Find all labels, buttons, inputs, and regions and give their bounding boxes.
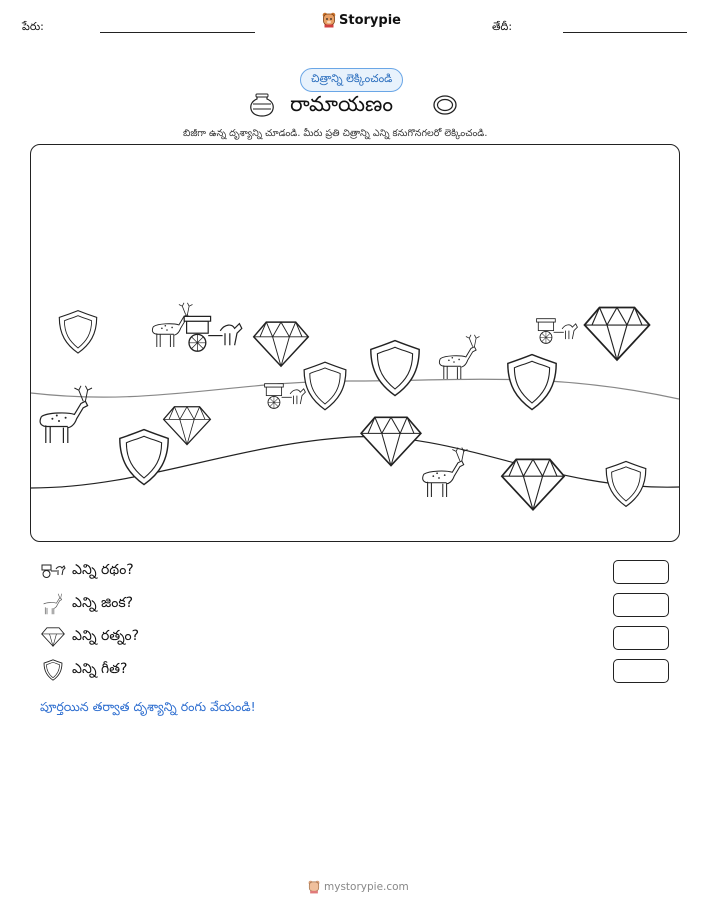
ring-icon	[432, 94, 458, 116]
question-row	[40, 626, 139, 648]
deer-answer-box[interactable]	[613, 593, 669, 617]
gem-icon	[254, 322, 309, 366]
bear-icon	[322, 12, 336, 28]
gem-icon	[585, 308, 650, 361]
gem-answer-box[interactable]	[613, 626, 669, 650]
shield-icon	[304, 362, 346, 410]
page-title: రామాయణం	[290, 92, 393, 116]
chariot-icon	[537, 319, 578, 344]
question-text: ఎన్ని రథం?	[72, 561, 134, 578]
background-hill-line	[31, 379, 679, 399]
question-text: ఎన్ని గీత?	[72, 660, 128, 677]
gem-icon	[164, 407, 211, 445]
shield-icon	[40, 659, 66, 681]
chariot-icon	[40, 561, 66, 581]
chariot-answer-box[interactable]	[613, 560, 669, 584]
gem-icon	[361, 417, 421, 465]
gem-icon	[502, 459, 564, 509]
chariot-icon	[265, 384, 306, 409]
activity-pill: చిత్రాన్ని లెక్కించండి	[300, 68, 403, 92]
date-label: తేదీ:	[492, 20, 513, 33]
deer-icon	[439, 335, 479, 379]
question-row	[40, 560, 134, 582]
pot-icon	[249, 92, 275, 118]
brand-name: Storypie	[339, 12, 401, 28]
question-row	[40, 593, 133, 615]
shield-icon	[508, 355, 556, 410]
question-text: ఎన్ని జింక?	[72, 594, 134, 611]
site-url[interactable]: mystorypie.com	[324, 881, 409, 893]
instruction-text: బిజీగా ఉన్న దృశ్యాన్ని చూడండి. మీరు ప్రతి చిత్రాన్ని ఎన్ని కనుగొనగలరో లెక్కించండి.	[183, 128, 488, 139]
shield-icon	[120, 430, 168, 485]
name-label: పేరు:	[22, 20, 44, 33]
scene-canvas	[31, 145, 679, 541]
coloring-instruction: పూర్తయిన తర్వాత దృశ్యాన్ని రంగు వేయండి!	[40, 699, 256, 714]
name-line[interactable]	[100, 32, 255, 33]
chariot-icon	[184, 316, 242, 351]
question-text: ఎన్ని రత్నం?	[72, 627, 140, 644]
shield-icon	[59, 311, 96, 354]
bear-icon	[308, 880, 320, 894]
brand-logo	[322, 12, 401, 28]
shield-icon	[606, 461, 646, 506]
deer-icon	[40, 592, 66, 616]
shield-icon	[371, 341, 419, 396]
deer-icon	[423, 448, 468, 497]
site-footer	[308, 880, 409, 894]
shield-answer-box[interactable]	[613, 659, 669, 683]
date-line[interactable]	[563, 32, 687, 33]
question-row	[40, 659, 128, 681]
gem-icon	[40, 627, 66, 647]
busy-scene	[30, 144, 680, 542]
